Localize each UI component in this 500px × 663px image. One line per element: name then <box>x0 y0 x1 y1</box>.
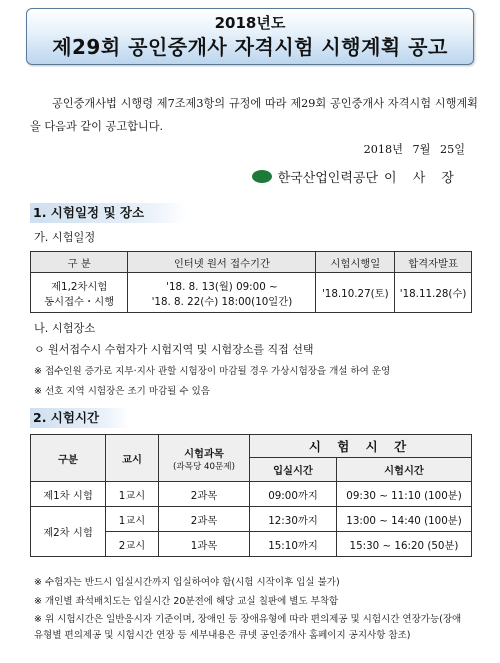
table-cell: 15:30 ~ 16:20 (50분) <box>337 532 472 557</box>
table-cell: 제2차 시험 <box>31 507 106 557</box>
exam-time-table <box>30 434 472 557</box>
subject-header-sub: (과목당 40문제) <box>173 461 235 472</box>
table-row <box>31 482 472 507</box>
section-heading-time: 2. 시험시간 <box>30 408 129 428</box>
category-line: 동시접수・시행 <box>44 295 115 308</box>
col-header: 시 험 시 간 <box>250 435 472 458</box>
table-cell: '18.10.27(토) <box>316 273 395 313</box>
issuer-org: 한국산업인력공단 <box>277 171 379 186</box>
col-header: 시험시간 <box>337 458 472 482</box>
table-cell: 1교시 <box>106 482 159 507</box>
category-line: 제1,2차시험 <box>51 280 108 293</box>
issuer-title: 이 사 장 <box>384 171 460 186</box>
table-cell: 09:00까지 <box>250 482 337 507</box>
table-cell: 09:30 ~ 11:10 (100분) <box>337 482 472 507</box>
hrdkorea-logo-icon <box>252 170 272 183</box>
table-row <box>31 507 472 532</box>
col-header: 구분 <box>31 435 106 482</box>
title-year: 2018년도 <box>214 14 286 32</box>
col-header: 인터넷 원서 접수기간 <box>128 252 316 273</box>
time-note: ※ 개인별 좌석배치도는 입실시간 20분전에 해당 교실 칠판에 별도 부착함 <box>34 596 339 607</box>
table-cell <box>128 273 316 313</box>
schedule-table <box>30 251 472 313</box>
table-cell: 2교시 <box>106 532 159 557</box>
table-cell: 13:00 ~ 14:40 (100분) <box>337 507 472 532</box>
intro-paragraph: 공인중개사법 시행령 제7조제3항의 규정에 따라 제29회 공인중개사 자격시험 시행계획을 다음과 같이 공고합니다. <box>30 97 478 133</box>
table-cell <box>31 273 128 313</box>
announcement-date: 2018년 7월 25일 <box>363 143 465 156</box>
table-cell: 15:10까지 <box>250 532 337 557</box>
table-cell: 1과목 <box>159 532 250 557</box>
table-cell: 12:30까지 <box>250 507 337 532</box>
section-heading-schedule: 1. 시험일정 및 장소 <box>30 203 187 223</box>
table-cell: 제1차 시험 <box>31 482 106 507</box>
time-note: ※ 위 시험시간은 일반응시자 기준이며, 장애인 등 장애유형에 따라 편의제공 및 시험시간 연장가능(장애 유형별 편의제공 및 시험시간 연장 등 세부내용은 큐넷 공인중개사 홈페이지 공지사항 참조) <box>34 614 462 641</box>
subheading-exam-schedule: 가. 시험일정 <box>34 231 96 244</box>
col-header: 입실시간 <box>250 458 337 482</box>
col-header: 구 분 <box>31 252 128 273</box>
col-header <box>159 435 250 482</box>
place-note: ※ 선호 지역 시험장은 조기 마감될 수 있음 <box>34 386 210 397</box>
table-header-row <box>31 252 472 273</box>
time-note: ※ 수험자는 반드시 입실시간까지 입실하여야 함(시험 시작이후 입실 불가) <box>34 577 340 588</box>
table-cell: 2과목 <box>159 482 250 507</box>
place-note: ※ 접수인원 증가로 지부·지사 관할 시험장이 마감될 경우 가상시험장을 개설 하여 운영 <box>34 366 391 377</box>
table-cell: '18.11.28(수) <box>395 273 472 313</box>
subject-header: 시험과목 <box>184 447 224 460</box>
page-title: 제29회 공인중개사 자격시험 시행계획 공고 <box>52 35 448 59</box>
period-line: '18. 8. 13(월) 09:00 ~ <box>166 280 278 293</box>
title-banner <box>26 8 474 65</box>
subheading-exam-place: 나. 시험장소 <box>34 322 96 335</box>
place-bullet: ㅇ 원서접수시 수험자가 시험지역 및 시험장소를 직접 선택 <box>34 343 314 356</box>
issuer <box>252 167 460 186</box>
table-cell: 1교시 <box>106 507 159 532</box>
col-header: 시험시행일 <box>316 252 395 273</box>
table-cell: 2과목 <box>159 507 250 532</box>
col-header: 합격자발표 <box>395 252 472 273</box>
period-line: '18. 8. 22(수) 18:00(10일간) <box>151 295 293 308</box>
table-header-row <box>31 435 472 458</box>
table-row <box>31 273 472 313</box>
col-header: 교시 <box>106 435 159 482</box>
